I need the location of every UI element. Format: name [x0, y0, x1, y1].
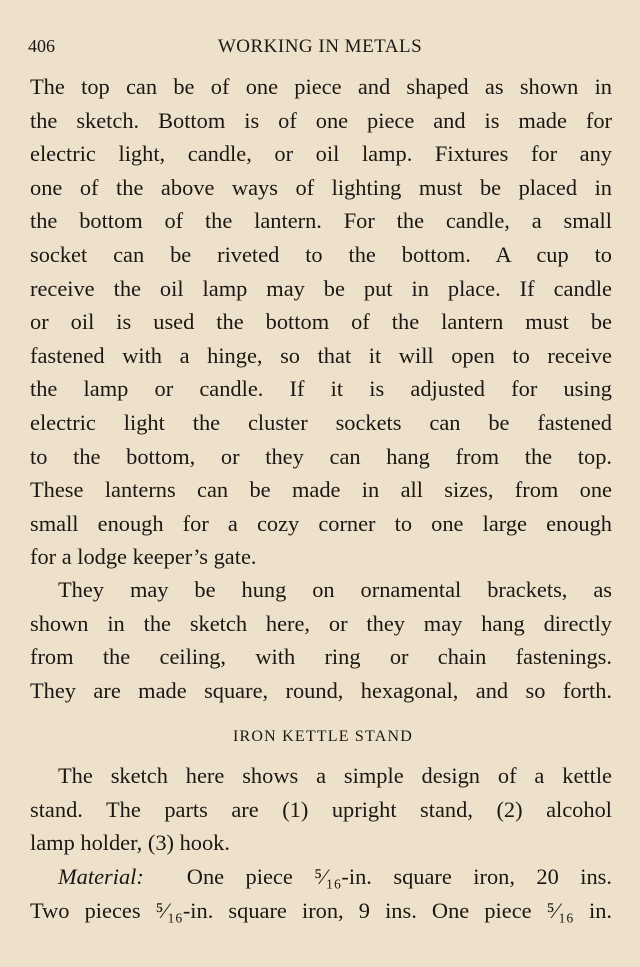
material-text: One piece ⁵⁄₁₆-in. square iron, 20 ins. — [186, 864, 612, 889]
running-head — [28, 36, 612, 58]
text-line — [30, 860, 612, 894]
text-line: stand. The parts are (1) upright stand, (2) alcohol — [30, 796, 612, 822]
text-line: The sketch here shows a simple design of a kettle — [58, 763, 612, 788]
text-line: electric light the cluster sockets can be fastened — [30, 409, 612, 435]
text-line: the sketch. Bottom is of one piece and is made for — [30, 107, 612, 133]
paragraph-lantern-hanging — [30, 573, 612, 707]
text-line: socket can be riveted to the bottom. A cup to — [30, 241, 612, 267]
text-line: The top can be of one piece and shaped as shown in — [30, 74, 612, 99]
text-line: electric light, candle, or oil lamp. Fixtures for any — [30, 141, 612, 167]
text-line: They may be hung on ornamental brackets, as — [58, 577, 612, 602]
material-label: Material: — [58, 864, 144, 889]
text-line: lamp holder, (3) hook. — [30, 830, 230, 856]
text-line: shown in the sketch here, or they may hang directly — [30, 610, 612, 636]
text-line: or oil is used the bottom of the lantern must be — [30, 309, 612, 335]
text-line: one of the above ways of lighting must be placed in — [30, 174, 612, 200]
text-line: the bottom of the lantern. For the candle, a small — [30, 208, 612, 234]
text-line: from the ceiling, with ring or chain fastenings. — [30, 644, 612, 670]
section-heading: IRON KETTLE STAND — [233, 728, 413, 745]
text-line: for a lodge keeper’s gate. — [30, 544, 257, 570]
text-line: receive the oil lamp may be put in place. If candle — [30, 275, 612, 301]
text-line: the lamp or candle. If it is adjusted for using — [30, 376, 612, 402]
book-title: WORKING IN METALS — [217, 36, 423, 57]
paragraph-lantern-construction — [30, 70, 612, 574]
page-number: 406 — [28, 36, 55, 56]
text-line: These lanterns can be made in all sizes, from one — [30, 477, 612, 503]
text-line: Two pieces ⁵⁄₁₆-in. square iron, 9 ins. One piece ⁵⁄₁₆ in. — [30, 897, 612, 923]
text-line: They are made square, round, hexagonal, and so forth. — [30, 677, 612, 703]
text-line: fastened with a hinge, so that it will open to receive — [30, 342, 612, 368]
paragraph-kettle-stand-material — [30, 860, 612, 927]
text-line: small enough for a cozy corner to one large enough — [30, 510, 612, 536]
text-line: to the bottom, or they can hang from the top. — [30, 443, 612, 469]
paragraph-kettle-stand-parts — [30, 759, 612, 860]
